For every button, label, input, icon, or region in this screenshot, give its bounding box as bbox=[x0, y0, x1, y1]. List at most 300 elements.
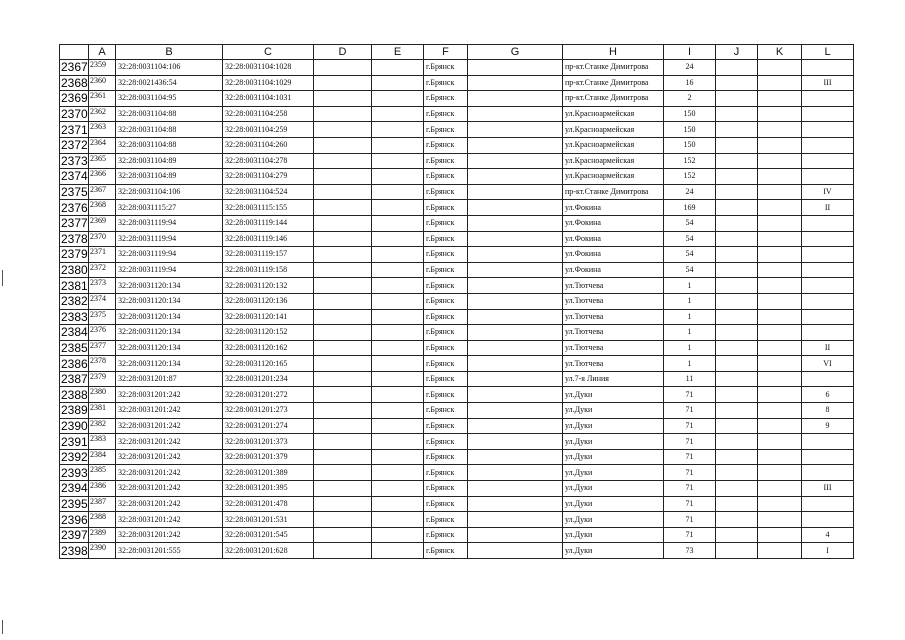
cell-e[interactable] bbox=[372, 231, 424, 247]
cell-j[interactable] bbox=[716, 387, 758, 403]
cell-k[interactable] bbox=[758, 481, 802, 497]
cell-c[interactable]: 32:28:0031104:259 bbox=[223, 122, 314, 138]
cell-j[interactable] bbox=[716, 262, 758, 278]
cell-f[interactable]: г.Брянск bbox=[424, 200, 468, 216]
cell-d[interactable] bbox=[314, 106, 372, 122]
cell-g[interactable] bbox=[468, 184, 563, 200]
cell-h[interactable]: ул.Фокина bbox=[563, 231, 664, 247]
cell-l[interactable]: I bbox=[802, 543, 854, 559]
cell-g[interactable] bbox=[468, 91, 563, 107]
cell-b[interactable]: 32:28:0031119:94 bbox=[116, 231, 223, 247]
cell-d[interactable] bbox=[314, 60, 372, 76]
cell-c[interactable]: 32:28:0031104:1031 bbox=[223, 91, 314, 107]
cell-a[interactable]: 2374 bbox=[89, 293, 116, 309]
cell-d[interactable] bbox=[314, 325, 372, 341]
cell-f[interactable]: г.Брянск bbox=[424, 418, 468, 434]
cell-c[interactable]: 32:28:0031119:146 bbox=[223, 231, 314, 247]
cell-l[interactable] bbox=[802, 122, 854, 138]
cell-g[interactable] bbox=[468, 356, 563, 372]
cell-k[interactable] bbox=[758, 247, 802, 263]
cell-k[interactable] bbox=[758, 512, 802, 528]
cell-e[interactable] bbox=[372, 527, 424, 543]
cell-c[interactable]: 32:28:0031119:158 bbox=[223, 262, 314, 278]
cell-k[interactable] bbox=[758, 60, 802, 76]
cell-a[interactable]: 2373 bbox=[89, 278, 116, 294]
cell-d[interactable] bbox=[314, 481, 372, 497]
cell-h[interactable]: ул.7-я Линия bbox=[563, 371, 664, 387]
cell-e[interactable] bbox=[372, 262, 424, 278]
cell-d[interactable] bbox=[314, 91, 372, 107]
cell-j[interactable] bbox=[716, 60, 758, 76]
cell-f[interactable]: г.Брянск bbox=[424, 91, 468, 107]
cell-d[interactable] bbox=[314, 418, 372, 434]
cell-b[interactable]: 32:28:0031120:134 bbox=[116, 356, 223, 372]
cell-c[interactable]: 32:28:0031120:141 bbox=[223, 309, 314, 325]
cell-g[interactable] bbox=[468, 465, 563, 481]
cell-b[interactable]: 32:28:0031120:134 bbox=[116, 309, 223, 325]
cell-h[interactable]: ул.Фокина bbox=[563, 200, 664, 216]
cell-f[interactable]: г.Брянск bbox=[424, 122, 468, 138]
cell-e[interactable] bbox=[372, 184, 424, 200]
cell-e[interactable] bbox=[372, 325, 424, 341]
cell-g[interactable] bbox=[468, 278, 563, 294]
cell-d[interactable] bbox=[314, 153, 372, 169]
cell-i[interactable]: 71 bbox=[664, 418, 716, 434]
cell-g[interactable] bbox=[468, 340, 563, 356]
row-number[interactable]: 2381 bbox=[61, 278, 88, 293]
cell-j[interactable] bbox=[716, 106, 758, 122]
row-number[interactable]: 2389 bbox=[61, 403, 88, 418]
cell-d[interactable] bbox=[314, 403, 372, 419]
cell-c[interactable]: 32:28:0031201:531 bbox=[223, 512, 314, 528]
row-number[interactable]: 2368 bbox=[61, 75, 88, 90]
cell-e[interactable] bbox=[372, 418, 424, 434]
cell-g[interactable] bbox=[468, 325, 563, 341]
cell-d[interactable] bbox=[314, 278, 372, 294]
cell-j[interactable] bbox=[716, 122, 758, 138]
cell-a[interactable]: 2366 bbox=[89, 169, 116, 185]
row-number[interactable]: 2380 bbox=[61, 263, 88, 278]
row-number[interactable]: 2395 bbox=[61, 496, 88, 511]
cell-a[interactable]: 2359 bbox=[89, 60, 116, 76]
cell-b[interactable]: 32:28:0031115:27 bbox=[116, 200, 223, 216]
cell-h[interactable]: ул.Фокина bbox=[563, 247, 664, 263]
cell-i[interactable]: 1 bbox=[664, 356, 716, 372]
cell-h[interactable]: ул.Красноармейская bbox=[563, 169, 664, 185]
cell-l[interactable]: 4 bbox=[802, 527, 854, 543]
cell-l[interactable]: VI bbox=[802, 356, 854, 372]
cell-l[interactable] bbox=[802, 293, 854, 309]
cell-f[interactable]: г.Брянск bbox=[424, 356, 468, 372]
cell-d[interactable] bbox=[314, 543, 372, 559]
cell-h[interactable]: ул.Красноармейская bbox=[563, 137, 664, 153]
cell-f[interactable]: г.Брянск bbox=[424, 387, 468, 403]
cell-j[interactable] bbox=[716, 137, 758, 153]
cell-h[interactable]: ул.Дуки bbox=[563, 387, 664, 403]
cell-j[interactable] bbox=[716, 231, 758, 247]
cell-h[interactable]: ул.Дуки bbox=[563, 496, 664, 512]
cell-e[interactable] bbox=[372, 340, 424, 356]
cell-d[interactable] bbox=[314, 200, 372, 216]
cell-g[interactable] bbox=[468, 247, 563, 263]
cell-h[interactable]: ул.Дуки bbox=[563, 527, 664, 543]
cell-b[interactable]: 32:28:0031201:242 bbox=[116, 512, 223, 528]
cell-c[interactable]: 32:28:0031201:373 bbox=[223, 434, 314, 450]
cell-f[interactable]: г.Брянск bbox=[424, 434, 468, 450]
cell-b[interactable]: 32:28:0031120:134 bbox=[116, 278, 223, 294]
cell-k[interactable] bbox=[758, 262, 802, 278]
row-number[interactable]: 2393 bbox=[61, 465, 88, 480]
cell-k[interactable] bbox=[758, 465, 802, 481]
cell-g[interactable] bbox=[468, 387, 563, 403]
cell-d[interactable] bbox=[314, 293, 372, 309]
cell-e[interactable] bbox=[372, 60, 424, 76]
cell-i[interactable]: 16 bbox=[664, 75, 716, 91]
cell-f[interactable]: г.Брянск bbox=[424, 247, 468, 263]
cell-f[interactable]: г.Брянск bbox=[424, 340, 468, 356]
cell-a[interactable]: 2385 bbox=[89, 465, 116, 481]
row-number[interactable]: 2369 bbox=[61, 91, 88, 106]
cell-c[interactable]: 32:28:0031201:545 bbox=[223, 527, 314, 543]
cell-d[interactable] bbox=[314, 309, 372, 325]
cell-l[interactable] bbox=[802, 309, 854, 325]
cell-i[interactable]: 54 bbox=[664, 215, 716, 231]
cell-b[interactable]: 32:28:0031201:242 bbox=[116, 527, 223, 543]
cell-c[interactable]: 32:28:0031201:478 bbox=[223, 496, 314, 512]
cell-e[interactable] bbox=[372, 278, 424, 294]
cell-d[interactable] bbox=[314, 449, 372, 465]
cell-j[interactable] bbox=[716, 496, 758, 512]
cell-l[interactable] bbox=[802, 371, 854, 387]
cell-c[interactable]: 32:28:0031104:258 bbox=[223, 106, 314, 122]
cell-k[interactable] bbox=[758, 137, 802, 153]
cell-k[interactable] bbox=[758, 543, 802, 559]
cell-j[interactable] bbox=[716, 403, 758, 419]
cell-b[interactable]: 32:28:0031104:106 bbox=[116, 184, 223, 200]
cell-l[interactable] bbox=[802, 262, 854, 278]
row-number[interactable]: 2373 bbox=[61, 153, 88, 168]
cell-l[interactable] bbox=[802, 434, 854, 450]
cell-g[interactable] bbox=[468, 106, 563, 122]
cell-f[interactable]: г.Брянск bbox=[424, 325, 468, 341]
cell-c[interactable]: 32:28:0031104:260 bbox=[223, 137, 314, 153]
cell-d[interactable] bbox=[314, 215, 372, 231]
cell-i[interactable]: 71 bbox=[664, 449, 716, 465]
cell-a[interactable]: 2388 bbox=[89, 512, 116, 528]
cell-e[interactable] bbox=[372, 91, 424, 107]
cell-l[interactable] bbox=[802, 512, 854, 528]
cell-h[interactable]: ул.Фокина bbox=[563, 262, 664, 278]
cell-f[interactable]: г.Брянск bbox=[424, 465, 468, 481]
cell-f[interactable]: г.Брянск bbox=[424, 309, 468, 325]
cell-h[interactable]: ул.Тютчева bbox=[563, 325, 664, 341]
cell-b[interactable]: 32:28:0031104:89 bbox=[116, 169, 223, 185]
cell-i[interactable]: 54 bbox=[664, 231, 716, 247]
cell-e[interactable] bbox=[372, 449, 424, 465]
cell-c[interactable]: 32:28:0031104:278 bbox=[223, 153, 314, 169]
cell-l[interactable]: III bbox=[802, 481, 854, 497]
cell-d[interactable] bbox=[314, 465, 372, 481]
cell-h[interactable]: ул.Дуки bbox=[563, 512, 664, 528]
cell-j[interactable] bbox=[716, 512, 758, 528]
cell-c[interactable]: 32:28:0031120:165 bbox=[223, 356, 314, 372]
row-number[interactable]: 2367 bbox=[61, 60, 88, 75]
cell-b[interactable]: 32:28:0031104:95 bbox=[116, 91, 223, 107]
cell-l[interactable] bbox=[802, 60, 854, 76]
cell-c[interactable]: 32:28:0031201:628 bbox=[223, 543, 314, 559]
cell-f[interactable]: г.Брянск bbox=[424, 527, 468, 543]
cell-h[interactable]: ул.Красноармейская bbox=[563, 106, 664, 122]
cell-e[interactable] bbox=[372, 200, 424, 216]
cell-k[interactable] bbox=[758, 496, 802, 512]
cell-k[interactable] bbox=[758, 356, 802, 372]
cell-d[interactable] bbox=[314, 340, 372, 356]
cell-a[interactable]: 2389 bbox=[89, 527, 116, 543]
row-number[interactable]: 2386 bbox=[61, 356, 88, 371]
column-header-h[interactable]: H bbox=[563, 45, 664, 60]
cell-b[interactable]: 32:28:0031104:89 bbox=[116, 153, 223, 169]
cell-b[interactable]: 32:28:0031201:242 bbox=[116, 387, 223, 403]
cell-l[interactable] bbox=[802, 278, 854, 294]
cell-a[interactable]: 2386 bbox=[89, 481, 116, 497]
cell-c[interactable]: 32:28:0031120:162 bbox=[223, 340, 314, 356]
cell-a[interactable]: 2369 bbox=[89, 215, 116, 231]
cell-b[interactable]: 32:28:0031104:88 bbox=[116, 122, 223, 138]
row-number[interactable]: 2391 bbox=[61, 434, 88, 449]
row-number[interactable]: 2387 bbox=[61, 372, 88, 387]
cell-a[interactable]: 2362 bbox=[89, 106, 116, 122]
cell-e[interactable] bbox=[372, 137, 424, 153]
cell-a[interactable]: 2365 bbox=[89, 153, 116, 169]
cell-d[interactable] bbox=[314, 184, 372, 200]
cell-e[interactable] bbox=[372, 465, 424, 481]
cell-c[interactable]: 32:28:0031104:524 bbox=[223, 184, 314, 200]
cell-l[interactable] bbox=[802, 247, 854, 263]
cell-h[interactable]: ул.Дуки bbox=[563, 403, 664, 419]
cell-k[interactable] bbox=[758, 449, 802, 465]
cell-b[interactable]: 32:28:0021436:54 bbox=[116, 75, 223, 91]
cell-f[interactable]: г.Брянск bbox=[424, 137, 468, 153]
cell-i[interactable]: 152 bbox=[664, 169, 716, 185]
cell-l[interactable] bbox=[802, 449, 854, 465]
cell-a[interactable]: 2377 bbox=[89, 340, 116, 356]
cell-f[interactable]: г.Брянск bbox=[424, 169, 468, 185]
cell-h[interactable]: ул.Тютчева bbox=[563, 293, 664, 309]
cell-e[interactable] bbox=[372, 356, 424, 372]
cell-e[interactable] bbox=[372, 371, 424, 387]
cell-k[interactable] bbox=[758, 371, 802, 387]
row-number[interactable]: 2383 bbox=[61, 309, 88, 324]
cell-c[interactable]: 32:28:0031201:389 bbox=[223, 465, 314, 481]
cell-a[interactable]: 2378 bbox=[89, 356, 116, 372]
cell-e[interactable] bbox=[372, 247, 424, 263]
cell-h[interactable]: ул.Тютчева bbox=[563, 340, 664, 356]
cell-a[interactable]: 2368 bbox=[89, 200, 116, 216]
cell-i[interactable]: 150 bbox=[664, 122, 716, 138]
cell-f[interactable]: г.Брянск bbox=[424, 512, 468, 528]
cell-a[interactable]: 2390 bbox=[89, 543, 116, 559]
cell-a[interactable]: 2387 bbox=[89, 496, 116, 512]
column-header-k[interactable]: K bbox=[758, 45, 802, 60]
cell-h[interactable]: пр-кт.Станке Димитрова bbox=[563, 60, 664, 76]
cell-g[interactable] bbox=[468, 60, 563, 76]
cell-j[interactable] bbox=[716, 371, 758, 387]
cell-b[interactable]: 32:28:0031201:242 bbox=[116, 449, 223, 465]
cell-b[interactable]: 32:28:0031201:242 bbox=[116, 403, 223, 419]
cell-j[interactable] bbox=[716, 75, 758, 91]
cell-f[interactable]: г.Брянск bbox=[424, 403, 468, 419]
cell-h[interactable]: ул.Дуки bbox=[563, 543, 664, 559]
cell-e[interactable] bbox=[372, 512, 424, 528]
cell-j[interactable] bbox=[716, 543, 758, 559]
cell-e[interactable] bbox=[372, 293, 424, 309]
cell-e[interactable] bbox=[372, 309, 424, 325]
row-number[interactable]: 2371 bbox=[61, 122, 88, 137]
cell-h[interactable]: ул.Дуки bbox=[563, 481, 664, 497]
cell-h[interactable]: ул.Фокина bbox=[563, 215, 664, 231]
cell-d[interactable] bbox=[314, 496, 372, 512]
column-header-l[interactable]: L bbox=[802, 45, 854, 60]
cell-l[interactable] bbox=[802, 325, 854, 341]
cell-j[interactable] bbox=[716, 325, 758, 341]
cell-l[interactable] bbox=[802, 137, 854, 153]
cell-b[interactable]: 32:28:0031201:242 bbox=[116, 465, 223, 481]
row-number[interactable]: 2375 bbox=[61, 185, 88, 200]
cell-c[interactable]: 32:28:0031104:1028 bbox=[223, 60, 314, 76]
cell-g[interactable] bbox=[468, 496, 563, 512]
cell-f[interactable]: г.Брянск bbox=[424, 153, 468, 169]
cell-l[interactable]: II bbox=[802, 200, 854, 216]
cell-a[interactable]: 2383 bbox=[89, 434, 116, 450]
cell-c[interactable]: 32:28:0031201:395 bbox=[223, 481, 314, 497]
cell-a[interactable]: 2364 bbox=[89, 137, 116, 153]
cell-k[interactable] bbox=[758, 153, 802, 169]
cell-h[interactable]: пр-кт.Станке Димитрова bbox=[563, 184, 664, 200]
cell-g[interactable] bbox=[468, 543, 563, 559]
cell-g[interactable] bbox=[468, 434, 563, 450]
cell-c[interactable]: 32:28:0031120:152 bbox=[223, 325, 314, 341]
cell-d[interactable] bbox=[314, 356, 372, 372]
cell-h[interactable]: ул.Дуки bbox=[563, 465, 664, 481]
cell-f[interactable]: г.Брянск bbox=[424, 278, 468, 294]
row-number[interactable]: 2385 bbox=[61, 340, 88, 355]
cell-f[interactable]: г.Брянск bbox=[424, 496, 468, 512]
cell-j[interactable] bbox=[716, 169, 758, 185]
cell-j[interactable] bbox=[716, 356, 758, 372]
cell-i[interactable]: 1 bbox=[664, 340, 716, 356]
cell-j[interactable] bbox=[716, 184, 758, 200]
cell-h[interactable]: ул.Красноармейская bbox=[563, 153, 664, 169]
cell-f[interactable]: г.Брянск bbox=[424, 543, 468, 559]
cell-j[interactable] bbox=[716, 527, 758, 543]
cell-b[interactable]: 32:28:0031119:94 bbox=[116, 215, 223, 231]
row-number[interactable]: 2382 bbox=[61, 294, 88, 309]
cell-a[interactable]: 2360 bbox=[89, 75, 116, 91]
cell-h[interactable]: ул.Тютчева bbox=[563, 309, 664, 325]
cell-j[interactable] bbox=[716, 247, 758, 263]
cell-j[interactable] bbox=[716, 340, 758, 356]
cell-k[interactable] bbox=[758, 215, 802, 231]
cell-c[interactable]: 32:28:0031119:157 bbox=[223, 247, 314, 263]
cell-i[interactable]: 24 bbox=[664, 60, 716, 76]
cell-i[interactable]: 71 bbox=[664, 403, 716, 419]
cell-f[interactable]: г.Брянск bbox=[424, 371, 468, 387]
row-number[interactable]: 2378 bbox=[61, 231, 88, 246]
cell-i[interactable]: 150 bbox=[664, 137, 716, 153]
cell-a[interactable]: 2371 bbox=[89, 247, 116, 263]
cell-g[interactable] bbox=[468, 418, 563, 434]
cell-h[interactable]: ул.Дуки bbox=[563, 418, 664, 434]
cell-b[interactable]: 32:28:0031104:88 bbox=[116, 137, 223, 153]
cell-i[interactable]: 71 bbox=[664, 512, 716, 528]
cell-b[interactable]: 32:28:0031201:242 bbox=[116, 418, 223, 434]
cell-c[interactable]: 32:28:0031104:1029 bbox=[223, 75, 314, 91]
column-header-e[interactable]: E bbox=[372, 45, 424, 60]
cell-j[interactable] bbox=[716, 215, 758, 231]
cell-g[interactable] bbox=[468, 449, 563, 465]
cell-g[interactable] bbox=[468, 215, 563, 231]
cell-k[interactable] bbox=[758, 75, 802, 91]
cell-a[interactable]: 2382 bbox=[89, 418, 116, 434]
cell-j[interactable] bbox=[716, 309, 758, 325]
cell-h[interactable]: ул.Красноармейская bbox=[563, 122, 664, 138]
cell-b[interactable]: 32:28:0031201:555 bbox=[116, 543, 223, 559]
cell-h[interactable]: пр-кт.Станке Димитрова bbox=[563, 91, 664, 107]
row-number[interactable]: 2370 bbox=[61, 107, 88, 122]
cell-i[interactable]: 1 bbox=[664, 325, 716, 341]
cell-g[interactable] bbox=[468, 481, 563, 497]
cell-b[interactable]: 32:28:0031120:134 bbox=[116, 293, 223, 309]
cell-b[interactable]: 32:28:0031104:106 bbox=[116, 60, 223, 76]
cell-j[interactable] bbox=[716, 434, 758, 450]
cell-l[interactable]: III bbox=[802, 75, 854, 91]
cell-c[interactable]: 32:28:0031201:272 bbox=[223, 387, 314, 403]
cell-k[interactable] bbox=[758, 309, 802, 325]
cell-d[interactable] bbox=[314, 122, 372, 138]
cell-f[interactable]: г.Брянск bbox=[424, 215, 468, 231]
cell-e[interactable] bbox=[372, 106, 424, 122]
cell-i[interactable]: 71 bbox=[664, 465, 716, 481]
cell-i[interactable]: 71 bbox=[664, 527, 716, 543]
cell-i[interactable]: 71 bbox=[664, 481, 716, 497]
cell-j[interactable] bbox=[716, 481, 758, 497]
column-header-i[interactable]: I bbox=[664, 45, 716, 60]
cell-d[interactable] bbox=[314, 75, 372, 91]
cell-k[interactable] bbox=[758, 340, 802, 356]
cell-i[interactable]: 11 bbox=[664, 371, 716, 387]
cell-i[interactable]: 1 bbox=[664, 309, 716, 325]
cell-a[interactable]: 2380 bbox=[89, 387, 116, 403]
cell-e[interactable] bbox=[372, 387, 424, 403]
cell-e[interactable] bbox=[372, 434, 424, 450]
cell-i[interactable]: 24 bbox=[664, 184, 716, 200]
cell-l[interactable]: II bbox=[802, 340, 854, 356]
cell-a[interactable]: 2375 bbox=[89, 309, 116, 325]
cell-j[interactable] bbox=[716, 153, 758, 169]
cell-f[interactable]: г.Брянск bbox=[424, 293, 468, 309]
cell-e[interactable] bbox=[372, 481, 424, 497]
cell-g[interactable] bbox=[468, 309, 563, 325]
cell-b[interactable]: 32:28:0031201:242 bbox=[116, 496, 223, 512]
row-number[interactable]: 2377 bbox=[61, 216, 88, 231]
row-number[interactable]: 2394 bbox=[61, 481, 88, 496]
cell-e[interactable] bbox=[372, 215, 424, 231]
cell-l[interactable] bbox=[802, 169, 854, 185]
row-number[interactable]: 2372 bbox=[61, 138, 88, 153]
cell-k[interactable] bbox=[758, 325, 802, 341]
cell-l[interactable] bbox=[802, 231, 854, 247]
cell-j[interactable] bbox=[716, 278, 758, 294]
